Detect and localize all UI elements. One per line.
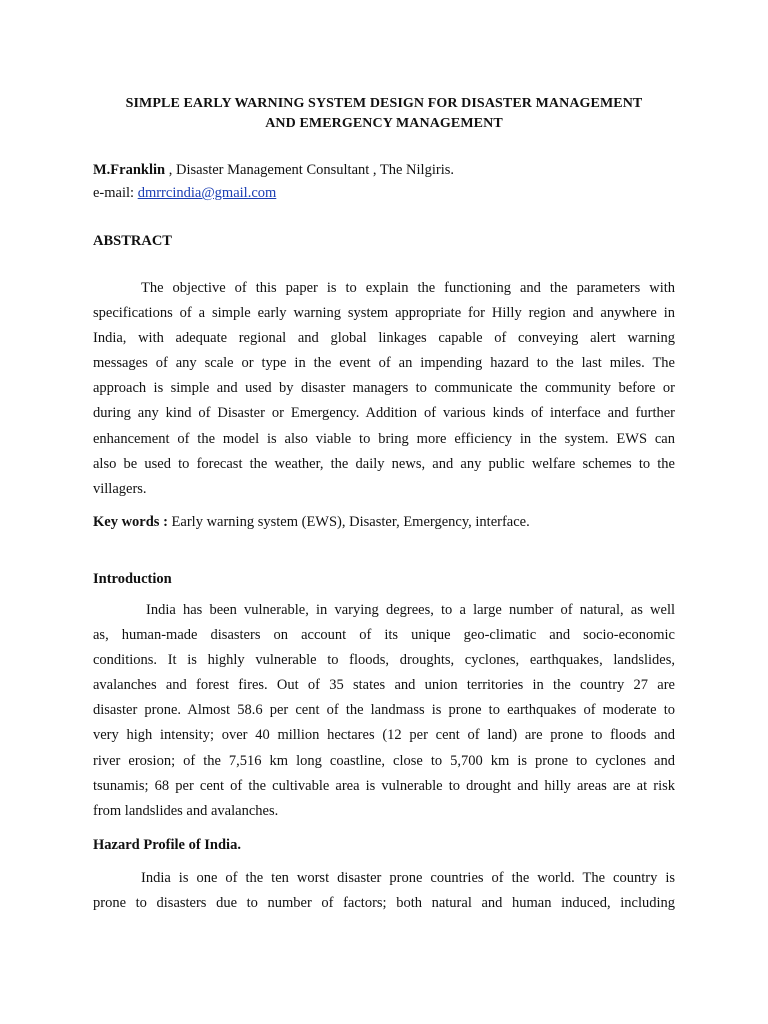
keywords-text: Early warning system (EWS), Disaster, Emergency, interface. [167,514,530,530]
email-label: e-mail: [93,185,138,201]
text-line: India is one of the ten worst disaster prone countries of the world. The country is [141,870,675,886]
author-affiliation: , Disaster Management Consultant , The Nilgiris. [165,162,454,178]
author-line [93,160,454,180]
introduction-paragraph [93,598,675,824]
title-line-2: AND EMERGENCY MANAGEMENT [265,116,503,131]
introduction-heading: Introduction [93,571,172,587]
title-line-1: SIMPLE EARLY WARNING SYSTEM DESIGN FOR DISASTER MANAGEMENT [125,96,643,111]
text-line: tsunamis; 68 per cent of the cultivable area is vulnerable to drought and hilly areas are at risk [93,777,675,794]
keywords-line [93,512,530,532]
text-line: river erosion; of the 7,516 km long coastline, close to 5,700 km is prone to cyclones and [93,752,675,769]
text-line: very high intensity; over 40 million hectares (12 per cent of land) are prone to floods and [93,727,675,744]
text-line: from landslides and avalanches. [93,802,279,819]
keywords-label: Key words : [93,514,168,530]
text-line: also be used to forecast the weather, the daily news, and any public welfare schemes to the [93,455,675,472]
text-line: disaster prone. Almost 58.6 per cent of the landmass is prone to earthquakes of moderate to [93,702,675,719]
hazard-profile-paragraph [93,866,675,916]
text-line: enhancement of the model is also viable to bring more efficiency in the system. EWS can [93,430,675,447]
abstract-paragraph [93,276,675,502]
text-line: India has been vulnerable, in varying degrees, to a large number of natural, as well [146,602,675,618]
text-line: during any kind of Disaster or Emergency. Addition of various kinds of interface and further [93,405,675,422]
text-line: prone to disasters due to number of factors; both natural and human induced, including [93,895,675,912]
text-line: avalanches and forest fires. Out of 35 states and union territories in the country 27 are [93,677,675,694]
text-line: conditions. It is highly vulnerable to floods, droughts, cyclones, earthquakes, landslides, [93,652,675,669]
text-line: The objective of this paper is to explain the functioning and the parameters with [141,280,675,296]
email-line [93,183,276,203]
text-line: specifications of a simple early warning system appropriate for Hilly region and anywhere in [93,305,675,322]
email-link[interactable]: dmrrcindia@gmail.com [137,185,277,201]
hazard-profile-heading: Hazard Profile of India. [93,837,241,853]
text-line: approach is simple and used by disaster managers to communicate the community before or [93,380,675,397]
text-line: messages of any scale or type in the event of an impending hazard to the last miles. The [93,355,675,372]
text-line: as, human-made disasters on account of its unique geo-climatic and socio-economic [93,627,675,644]
abstract-heading: ABSTRACT [93,233,172,249]
text-line: villagers. [93,480,147,497]
text-line: India, with adequate regional and global linkages capable of conveying alert warning [93,330,675,347]
paper-title [93,94,675,134]
author-name: M.Franklin [93,162,166,178]
